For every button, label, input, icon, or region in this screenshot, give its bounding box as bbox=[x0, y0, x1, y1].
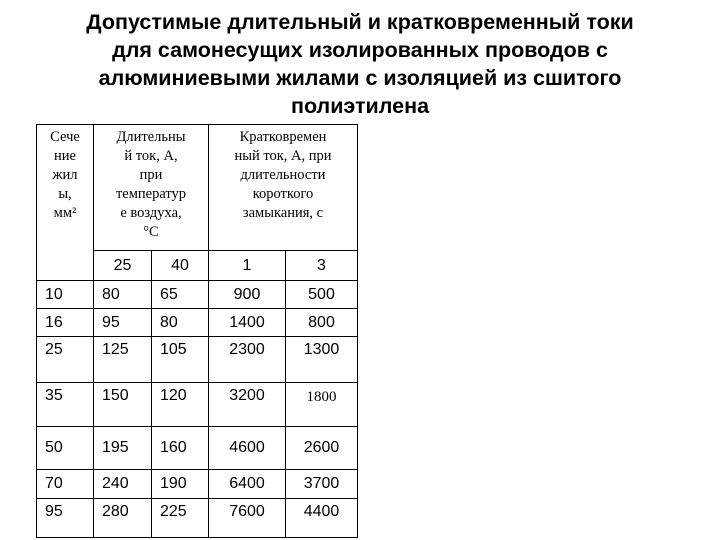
table-cell: 70 bbox=[37, 470, 94, 499]
table-row bbox=[37, 470, 358, 499]
table-cell: 900 bbox=[209, 281, 286, 309]
table-cell: 10 bbox=[37, 281, 94, 309]
title-line: Допустимые длительный и кратковременный токи bbox=[86, 10, 634, 34]
table-cell: 95 bbox=[37, 499, 94, 538]
table-row bbox=[37, 383, 358, 427]
table-cell: 2600 bbox=[286, 427, 358, 470]
table-cell: 1800 bbox=[286, 383, 358, 427]
table-cell: 4600 bbox=[209, 427, 286, 470]
table-cell: 225 bbox=[152, 499, 209, 538]
header-cross-section: Сече ние жил ы, мм² bbox=[37, 125, 94, 281]
table-cell: 3700 bbox=[286, 470, 358, 499]
table-row bbox=[37, 281, 358, 309]
page-title bbox=[20, 8, 700, 120]
table-cell: 80 bbox=[152, 309, 209, 337]
table-cell: 25 bbox=[37, 337, 94, 383]
table-cell: 7600 bbox=[209, 499, 286, 538]
table-cell: 500 bbox=[286, 281, 358, 309]
table-cell: 150 bbox=[94, 383, 152, 427]
subheader-cell: 3 bbox=[286, 251, 358, 281]
table-cell: 95 bbox=[94, 309, 152, 337]
table-row bbox=[37, 337, 358, 383]
table-cell: 3200 bbox=[209, 383, 286, 427]
table-row bbox=[37, 427, 358, 470]
subheader-cell: 1 bbox=[209, 251, 286, 281]
table-cell: 50 bbox=[37, 427, 94, 470]
table-cell: 4400 bbox=[286, 499, 358, 538]
table-cell: 80 bbox=[94, 281, 152, 309]
table-cell: 125 bbox=[94, 337, 152, 383]
table-cell: 2300 bbox=[209, 337, 286, 383]
table-cell: 240 bbox=[94, 470, 152, 499]
current-table bbox=[36, 124, 358, 538]
table-row bbox=[37, 499, 358, 538]
subheader-cell: 25 bbox=[94, 251, 152, 281]
table-cell: 1400 bbox=[209, 309, 286, 337]
table-cell: 120 bbox=[152, 383, 209, 427]
table-cell: 35 bbox=[37, 383, 94, 427]
table-cell: 280 bbox=[94, 499, 152, 538]
table-row bbox=[37, 309, 358, 337]
table-cell: 65 bbox=[152, 281, 209, 309]
header-continuous-current: Длительны й ток, А, при температур е воздуха, °С bbox=[94, 125, 209, 251]
table-cell: 16 bbox=[37, 309, 94, 337]
table-cell: 1300 bbox=[286, 337, 358, 383]
table-cell: 6400 bbox=[209, 470, 286, 499]
table-cell: 800 bbox=[286, 309, 358, 337]
table-cell: 160 bbox=[152, 427, 209, 470]
table-cell: 195 bbox=[94, 427, 152, 470]
header-short-time-current: Кратковремен ный ток, А, при длительности короткого замыкания, с bbox=[209, 125, 358, 251]
table-header-row bbox=[37, 125, 358, 251]
title-line: полиэтилена bbox=[290, 94, 430, 118]
title-line: для самонесущих изолированных проводов с bbox=[112, 38, 608, 62]
table-cell: 105 bbox=[152, 337, 209, 383]
subheader-cell: 40 bbox=[152, 251, 209, 281]
title-line: алюминиевыми жилами с изоляцией из сшитого bbox=[98, 66, 622, 90]
table-cell: 190 bbox=[152, 470, 209, 499]
